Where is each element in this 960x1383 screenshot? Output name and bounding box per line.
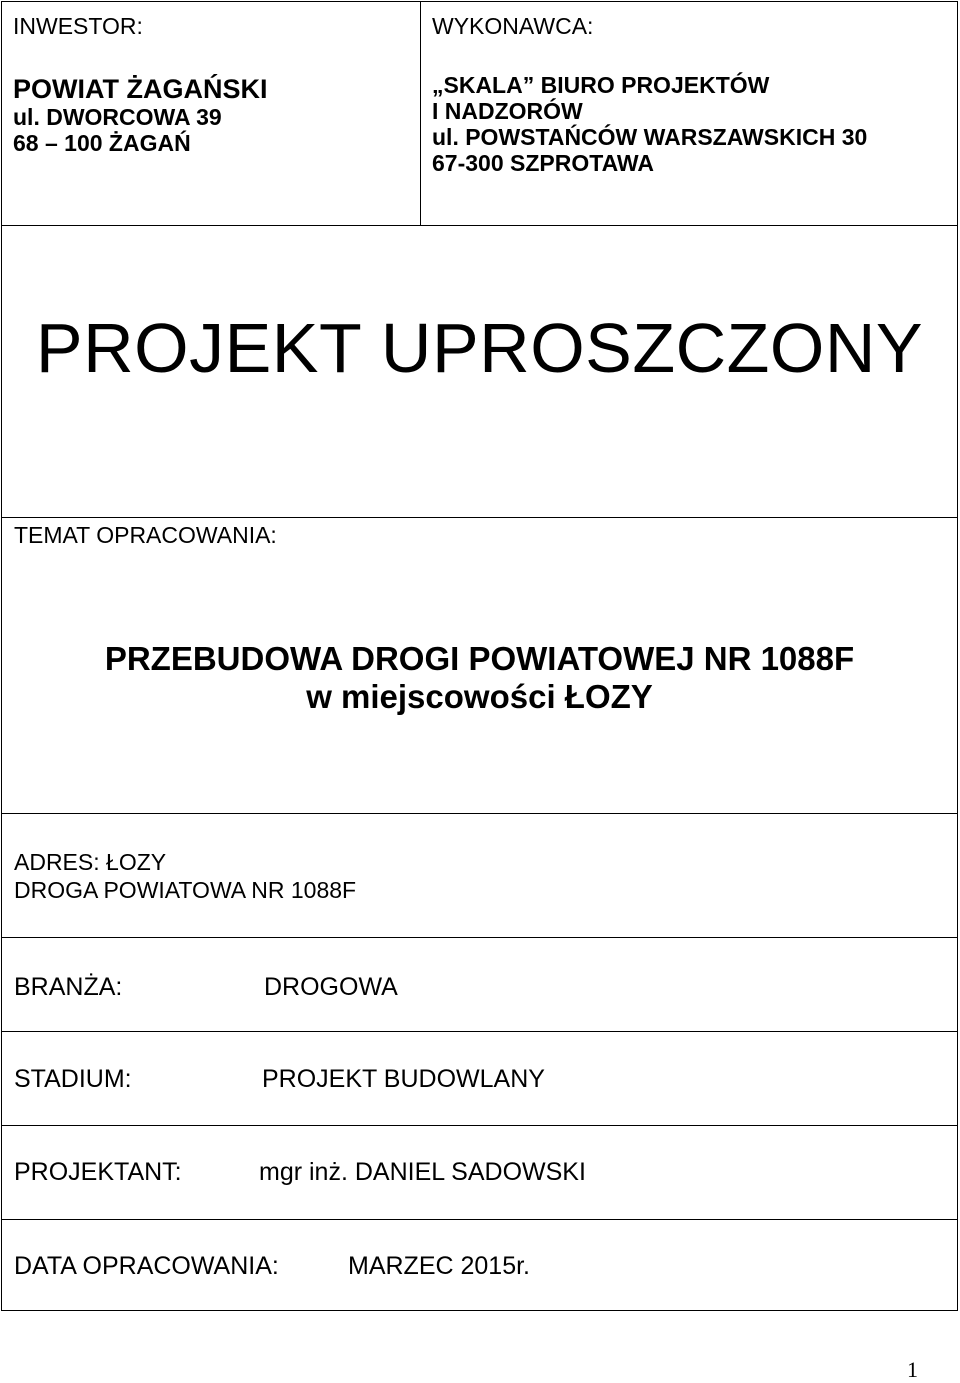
subject-label: TEMAT OPRACOWANIA: [14, 522, 277, 548]
investor-details [13, 74, 413, 156]
header-divider [420, 2, 421, 226]
page-number: 1 [907, 1357, 918, 1382]
branza-value: DROGOWA [264, 973, 398, 1001]
investor-label: INWESTOR: [13, 13, 143, 39]
investor-block [13, 12, 413, 156]
contractor-street: ul. POWSTAŃCÓW WARSZAWSKICH 30 [432, 124, 868, 150]
contractor-details [432, 72, 952, 176]
title-sheet [1, 1, 958, 1311]
investor-street: ul. DWORCOWA 39 [13, 104, 222, 130]
contractor-city: 67-300 SZPROTAWA [432, 150, 654, 176]
header-row [2, 2, 957, 226]
address-row [2, 814, 957, 938]
data-label: DATA OPRACOWANIA: [14, 1252, 279, 1280]
title-row [2, 226, 957, 518]
document-title: PROJEKT UPROSZCZONY [35, 309, 924, 387]
contractor-label: WYKONAWCA: [432, 13, 594, 39]
stadium-label: STADIUM: [14, 1065, 132, 1093]
address-line2: DROGA POWIATOWA NR 1088F [14, 877, 357, 903]
stadium-value: PROJEKT BUDOWLANY [262, 1065, 545, 1093]
subject-line2: w miejscowości ŁOZY [306, 678, 653, 715]
contractor-name-line2: I NADZORÓW [432, 98, 583, 124]
subject-line1: PRZEBUDOWA DROGI POWIATOWEJ NR 1088F [104, 640, 855, 677]
data-value: MARZEC 2015r. [348, 1252, 531, 1280]
investor-city: 68 – 100 ŻAGAŃ [13, 130, 191, 156]
subject-row [2, 518, 957, 814]
contractor-name-line1: „SKALA” BIURO PROJEKTÓW [432, 72, 770, 98]
data-row [2, 1220, 957, 1310]
investor-name: POWIAT ŻAGAŃSKI [13, 74, 268, 104]
contractor-block [432, 12, 952, 176]
projektant-label: PROJEKTANT: [14, 1158, 182, 1186]
branza-row [2, 938, 957, 1032]
branza-label: BRANŻA: [14, 973, 123, 1001]
projektant-row [2, 1126, 957, 1220]
address-line1: ADRES: ŁOZY [14, 849, 167, 875]
subject-text [2, 640, 957, 716]
stadium-row [2, 1032, 957, 1126]
projektant-value: mgr inż. DANIEL SADOWSKI [259, 1158, 586, 1186]
